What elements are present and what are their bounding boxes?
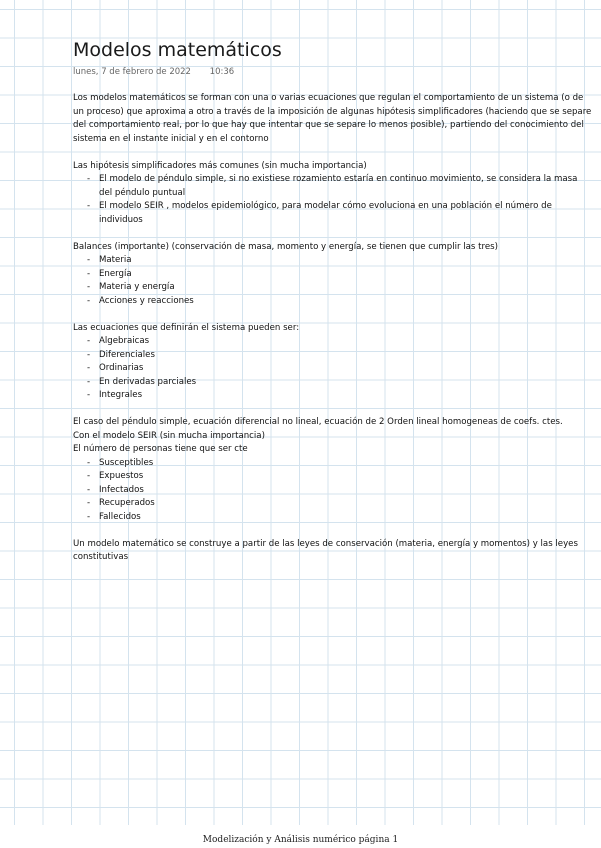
hypotheses-heading: Las hipótesis simplificadores más comunes (sin mucha importancia)	[73, 160, 367, 171]
balances-heading: Balances (importante) (conservación de masa, momento y energía, se tienen que cumplir las tres)	[73, 241, 498, 252]
note-date: lunes, 7 de febrero de 2022	[73, 67, 191, 77]
conclusion-paragraph: Un modelo matemático se construye a partir de las leyes de conservación (materia, energía y momentos) y las leyes constitutivas	[73, 538, 578, 562]
list-item: - Expuestos	[73, 470, 593, 484]
list-item: - Susceptibles	[73, 457, 593, 471]
intro-paragraph: Los modelos matemáticos se forman con una o varias ecuaciones que regulan el comportamiento de un sistema (o de un proceso) que aproxima a otro a través de la imposición de algunas hipótesis simplificadores (haciendo que se separe del comportamiento real, por lo que hay que intentar que se separe lo menos posible), partiendo del conocimiento del sistema en el instante inicial y en el contorno	[73, 93, 592, 144]
balances-list	[73, 254, 593, 308]
seir-heading: El número de personas tiene que ser cte	[73, 444, 248, 454]
page-footer: Modelización y Análisis numérico página 1	[202, 835, 399, 845]
list-item: - Materia y energía	[73, 281, 593, 295]
list-item: - Materia	[73, 254, 593, 268]
page-title: Modelos matemáticos	[73, 39, 282, 61]
list-item: - Fallecidos	[73, 511, 593, 525]
equations-heading: Las ecuaciones que definirán el sistema pueden ser:	[73, 322, 300, 333]
list-item: - El modelo SEIR , modelos epidemiológico, para modelar cómo evoluciona en una población el número de individuos	[73, 200, 593, 227]
list-item: - Algebraicas	[73, 335, 593, 349]
equations-list	[73, 335, 593, 403]
list-item: - En derivadas parciales	[73, 376, 593, 390]
seir-line: Con el modelo SEIR (sin mucha importancia)	[73, 430, 265, 441]
list-item: - Diferenciales	[73, 349, 593, 363]
list-item: - Recuperados	[73, 497, 593, 511]
list-item: - Acciones y reacciones	[73, 295, 593, 309]
list-item: - Integrales	[73, 389, 593, 403]
seir-list	[73, 457, 593, 525]
note-timestamp	[73, 66, 593, 78]
list-item: - Ordinarias	[73, 362, 593, 376]
list-item: - El modelo de péndulo simple, si no existiese rozamiento estaría en continuo movimiento, se considera la masa del péndulo puntual	[73, 173, 593, 200]
pendulum-line: El caso del péndulo simple, ecuación diferencial no lineal, ecuación de 2 Orden lineal homogeneas de coefs. ctes.	[73, 417, 563, 427]
note-time: 10:36	[209, 67, 235, 77]
list-item: - Infectados	[73, 484, 593, 498]
note-content	[73, 38, 593, 565]
hypotheses-list	[73, 173, 593, 227]
list-item: - Energía	[73, 268, 593, 282]
